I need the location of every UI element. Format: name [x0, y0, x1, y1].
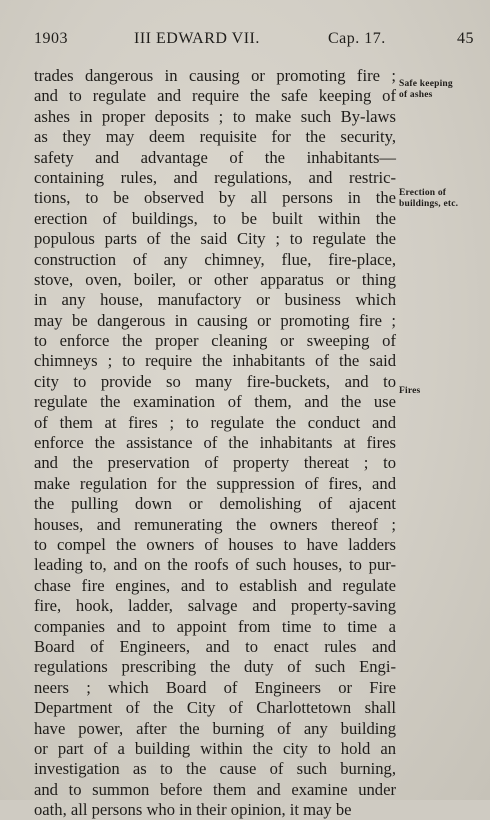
- body-line: investigation as to the cause of such burning,: [34, 759, 396, 779]
- body-line: populous parts of the said City ; to regulate the: [34, 229, 396, 249]
- body-line: make regulation for the suppression of fires, and: [34, 473, 396, 493]
- body-line: containing rules, and regulations, and restric-: [34, 167, 396, 187]
- body-line: or part of a building within the city to hold an: [34, 738, 396, 758]
- body-line: Department of the City of Charlottetown shall: [34, 698, 396, 718]
- body-line: safety and advantage of the inhabitants—: [34, 147, 396, 167]
- body-line: enforce the assistance of the inhabitants at fires: [34, 433, 396, 453]
- body-text: [34, 66, 396, 820]
- body-line: companies and to appoint from time to time a: [34, 616, 396, 636]
- margin-note-line: of ashes: [399, 89, 433, 100]
- margin-note-line: Fires: [399, 386, 421, 396]
- body-line: tions, to be observed by all persons in the: [34, 188, 396, 208]
- body-line: as they may deem requisite for the security,: [34, 127, 396, 147]
- header-year: 1903: [34, 30, 68, 47]
- body-line: and the preservation of property thereat ; to: [34, 453, 396, 473]
- body-line: in any house, manufactory or business which: [34, 290, 396, 310]
- body-line: stove, oven, boiler, or other apparatus or thing: [34, 269, 396, 289]
- body-line: the pulling down or demolishing of ajacent: [34, 494, 396, 514]
- header-title: III EDWARD VII.: [134, 30, 260, 47]
- body-line: oath, all persons who in their opinion, it may be: [34, 800, 352, 820]
- body-line: regulations prescribing the duty of such Engi-: [34, 657, 396, 677]
- header-chapter: Cap. 17.: [328, 30, 386, 47]
- margin-note-line: Safe keeping: [399, 79, 453, 89]
- body-line: to compel the owners of houses to have ladders: [34, 534, 396, 554]
- body-line: houses, and remunerating the owners thereof ;: [34, 514, 396, 534]
- body-line: to enforce the proper cleaning or sweeping of: [34, 331, 396, 351]
- margin-note-erection: [399, 188, 458, 209]
- page-header: [34, 30, 474, 52]
- body-line: chase fire engines, and to establish and regulate: [34, 575, 396, 595]
- margin-note-safe-keeping: [399, 79, 453, 100]
- header-page-number: 45: [457, 30, 474, 47]
- body-line: regulate the examination of them, and the use: [34, 392, 396, 412]
- body-line: have power, after the burning of any building: [34, 718, 396, 738]
- body-line: fire, hook, ladder, salvage and property-saving: [34, 596, 396, 616]
- body-line: leading to, and on the roofs of such houses, to pur-: [34, 555, 396, 575]
- body-line: Board of Engineers, and to enact rules and: [34, 636, 396, 656]
- body-line: neers ; which Board of Engineers or Fire: [34, 677, 396, 697]
- body-line: may be dangerous in causing or promoting fire ;: [34, 310, 396, 330]
- body-line: and to summon before them and examine under: [34, 779, 396, 799]
- body-line: of them at fires ; to regulate the conduct and: [34, 412, 396, 432]
- margin-note-fires: [399, 386, 420, 397]
- body-line: construction of any chimney, flue, fire-place,: [34, 249, 396, 269]
- body-line: and to regulate and require the safe keeping of: [34, 86, 396, 106]
- body-line: city to provide so many fire-buckets, and to: [34, 371, 396, 391]
- body-line: chimneys ; to require the inhabitants of the said: [34, 351, 396, 371]
- body-line: erection of buildings, to be built within the: [34, 208, 396, 228]
- margin-note-line: buildings, etc.: [399, 198, 459, 209]
- body-line: ashes in proper deposits ; to make such By-laws: [34, 106, 396, 126]
- margin-note-line: Erection of: [399, 188, 447, 198]
- body-line: trades dangerous in causing or promoting fire ;: [34, 66, 396, 85]
